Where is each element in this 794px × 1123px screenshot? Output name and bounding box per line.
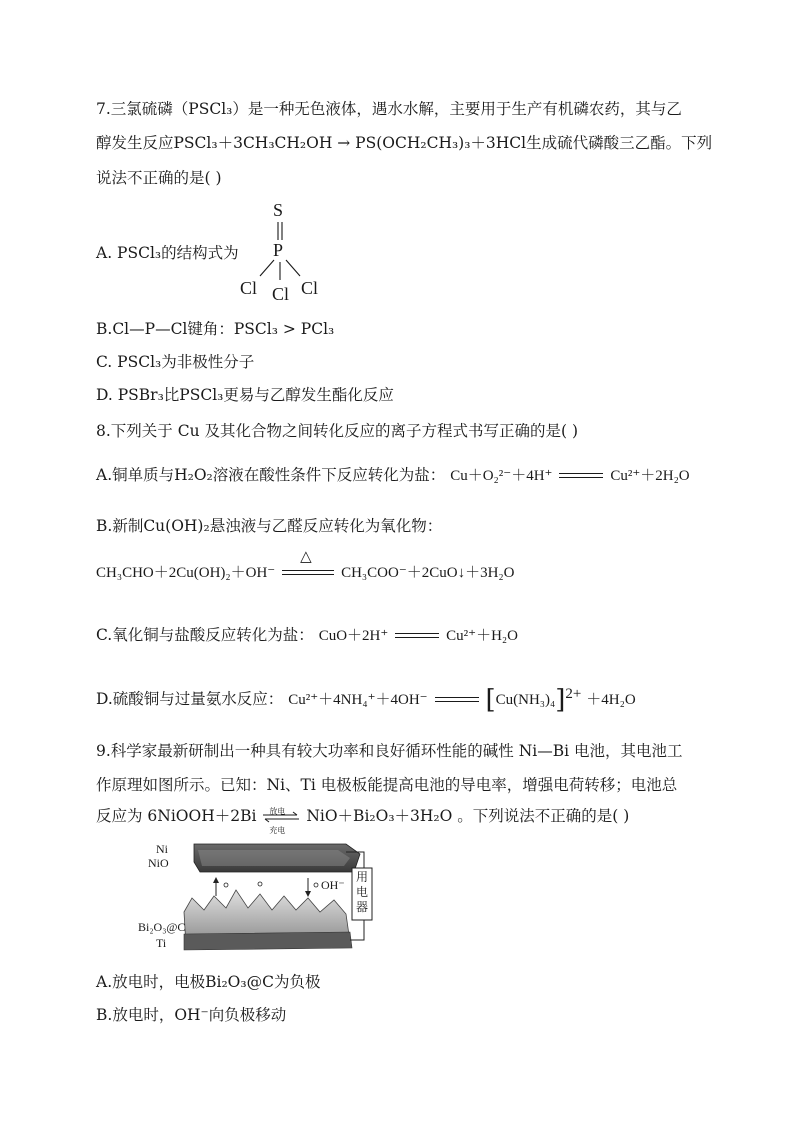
q8-c-left: CuO＋2H⁺ [318, 628, 389, 644]
q7-stem-line1: 7.三氯硫磷（PSCl₃）是一种无色液体，遇水水解，主要用于生产有机磷农药，其与乙 [96, 100, 682, 118]
bracket-left: [ [485, 685, 496, 715]
q9-reaction-right: NiO＋Bi₂O₃＋3H₂O 。下列说法不正确的是( ) [306, 807, 630, 825]
q8-d-left: Cu²⁺＋4NH₄⁺＋4OH⁻ [288, 692, 428, 708]
label-bi2o3c: Bi₂O₃@C [138, 920, 186, 934]
q8-c-right: Cu²⁺＋H₂O [446, 628, 518, 644]
q8-d-right: ＋4H₂O [586, 692, 636, 708]
q7-option-b: B.Cl—P—Cl键角：PSCl₃ > PCl₃ [96, 320, 335, 338]
discharge-label: 放电 [269, 807, 286, 816]
label-nio: NiO [148, 856, 169, 870]
struct-s: S [273, 200, 284, 220]
bracket-right: ] [555, 685, 566, 715]
q8-d-complex: Cu(NH₃)₄ [495, 692, 556, 708]
pscl3-structure-diagram [236, 200, 336, 304]
struct-cl-middle: Cl [272, 284, 290, 304]
struct-p: P [273, 240, 284, 260]
q8-d-charge: 2+ [565, 685, 582, 702]
q7-stem-line2: 醇发生反应PSCl₃＋3CH₃CH₂OH → PS(OCH₂CH₃)₃＋3HCl生成硫代磷酸三乙酯。下列 [96, 134, 713, 152]
q8-option-d [96, 685, 636, 715]
equals-arrow-heat [282, 547, 334, 580]
q8-a-left: Cu＋O₂²⁻＋4H⁺ [450, 468, 553, 484]
q8-a-text: A.铜单质与H₂O₂溶液在酸性条件下反应转化为盐： [96, 466, 446, 484]
q7-option-a: A. PSCl₃的结构式为 [96, 244, 239, 262]
q8-b-left: CH₃CHO＋2Cu(OH)₂＋OH⁻ [96, 565, 276, 581]
q8-d-text: D.硫酸铜与过量氨水反应： [96, 690, 284, 708]
label-device: 用电器 [356, 870, 369, 914]
charge-label: 充电 [269, 826, 286, 835]
q7-option-d: D. PSBr₃比PSCl₃更易与乙醇发生酯化反应 [96, 386, 394, 404]
q8-option-a [96, 465, 690, 486]
equals-arrow [559, 469, 603, 483]
battery-diagram [138, 838, 374, 954]
battery-diagram-graphic [138, 838, 374, 954]
reversible-arrow [261, 807, 301, 835]
q9-stem-line2: 作原理如图所示。已知：Ni、Ti 电极板能提高电池的导电率，增强电荷转移；电池总 [96, 776, 678, 794]
q9-reaction-left: 反应为 6NiOOH＋2Bi [96, 807, 257, 825]
q7-stem-line3: 说法不正确的是( ) [96, 169, 222, 187]
q9-stem-line3 [96, 806, 630, 835]
q8-option-c [96, 625, 518, 646]
q8-stem: 8.下列关于 Cu 及其化合物之间转化反应的离子方程式书写正确的是( ) [96, 422, 579, 440]
q9-option-b: B.放电时，OH⁻向负极移动 [96, 1006, 287, 1024]
label-ti: Ti [156, 936, 167, 950]
q9-stem-line1: 9.科学家最新研制出一种具有较大功率和良好循环性能的碱性 Ni—Bi 电池，其电池工 [96, 742, 683, 760]
q8-a-right: Cu²⁺＋2H₂O [610, 468, 690, 484]
struct-cl-left: Cl [240, 278, 258, 298]
label-oh: OH⁻ [321, 878, 345, 892]
equals-arrow [395, 629, 439, 643]
q9-option-a: A.放电时，电极Bi₂O₃@C为负极 [96, 973, 321, 991]
q8-option-b-equation [96, 547, 515, 583]
heat-symbol: △ [300, 547, 312, 565]
q7-option-c: C. PSCl₃为非极性分子 [96, 353, 255, 371]
q8-c-text: C.氧化铜与盐酸反应转化为盐： [96, 626, 314, 644]
q8-option-b-text: B.新制Cu(OH)₂悬浊液与乙醛反应转化为氧化物： [96, 517, 443, 535]
q8-b-right: CH₃COO⁻＋2CuO↓＋3H₂O [341, 565, 515, 581]
equals-arrow [435, 693, 479, 707]
label-ni: Ni [156, 842, 168, 856]
struct-cl-right: Cl [301, 278, 319, 298]
